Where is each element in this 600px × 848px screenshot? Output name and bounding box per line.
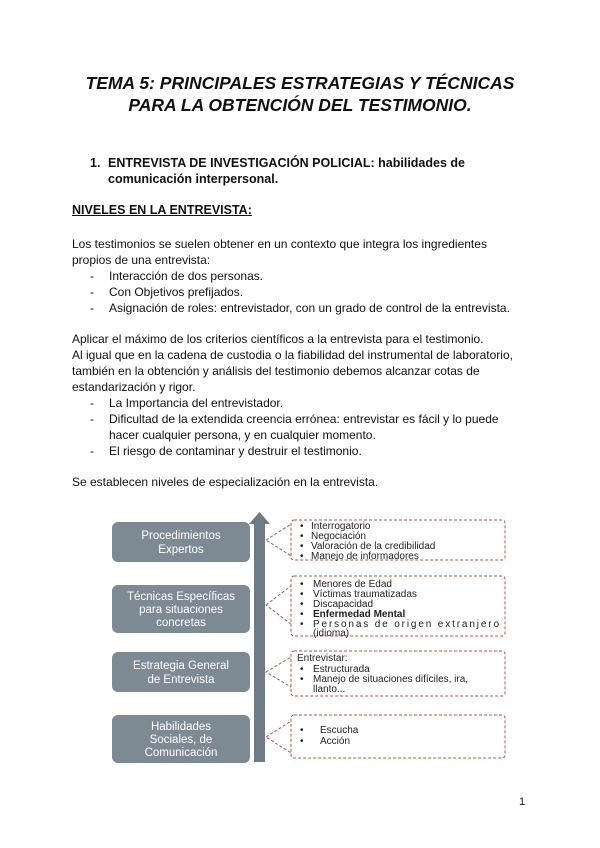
para1-line-2: propios de una entrevista: [72,253,211,267]
bullet-icon: • [300,619,304,630]
detail-item: Personas de origen extranjero [313,619,499,630]
bullet-icon: • [300,589,304,600]
bullet-icon: • [300,664,304,675]
detail-item: Manejo de situaciones difíciles, ira, [313,674,469,685]
level-tecnicas [112,576,505,639]
level-label: Comunicación [144,747,218,759]
level-label: Sociales, de [149,734,213,746]
level-estrategia [112,651,505,696]
list-item: - Con Objetivos prefijados. [72,284,532,300]
level-label: Expertos [158,544,204,556]
detail-item: Víctimas traumatizadas [313,589,417,600]
detail-item: Menores de Edad [313,579,392,590]
list-item: - Asignación de roles: entrevistador, con un grado de control de la entrevista. [72,300,532,316]
list-item: - La Importancia del entrevistador. [72,395,532,411]
bullet-icon: • [300,579,304,590]
detail-item: Negociación [311,531,367,542]
list-item-line: hacer cualquier persona, y en cualquier momento. [109,428,376,442]
bullet-icon: • [300,531,304,542]
level-label: Procedimientos [141,530,221,542]
niveles-colon: : [247,203,252,217]
level-label: de Entrevista [147,674,215,686]
arrow-shaft [254,522,265,762]
detail-item: Estructurada [313,664,370,675]
para1-line-1: Los testimonios se suelen obtener en un contexto que integra los ingredientes [72,237,487,251]
detail-item: Escucha [320,725,359,736]
section-heading-line-1: ENTREVISTA DE INVESTIGACIÓN POLICIAL: habilidades de [108,156,465,170]
arrow-head [249,512,270,524]
level-box [112,522,250,562]
list-item-line: - Dificultad de la extendida creencia errónea: entrevistar es fácil y lo puede [109,412,499,426]
level-procedimientos [112,520,505,562]
bullet-icon: • [300,541,304,552]
detail-heading: Entrevistar: [297,653,348,664]
detail-item: Interrogatorio [311,521,371,532]
niveles-label: NIVELES EN LA ENTREVISTA [72,203,248,217]
section-heading-line-2: comunicación interpersonal. [108,172,279,186]
level-label: concretas [156,617,206,629]
level-box [112,652,250,692]
detail-item: Valoración de la credibilidad [311,541,436,552]
level-label: Estrategia General [133,660,229,672]
bullet-icon: • [300,521,304,532]
bullet-icon: • [300,736,304,747]
level-label: Habilidades [150,721,212,733]
detail-item: Enfermedad Mental [313,609,406,620]
detail-item: llanto... [313,684,346,695]
level-label: Técnicas Específicas [126,591,236,603]
bullet-icon: • [300,725,304,736]
bullet-icon: • [300,551,304,562]
para2-line-1: Aplicar el máximo de los criterios científicos a la entrevista para el testimonio. [72,332,484,346]
up-arrow-icon [249,512,270,762]
level-label: para situaciones [139,604,223,616]
page-number: 1 [519,796,526,808]
bullet-icon: • [300,674,304,685]
para2-line-3: también en la obtención y análisis del testimonio debemos alcanzar cotas de [72,364,480,378]
title-line-1: TEMA 5: PRINCIPALES ESTRATEGIAS Y TÉCNICAS [85,73,515,93]
para2-line-2: Al igual que en la cadena de custodia o la fiabilidad del instrumental de laboratorio, [72,348,513,362]
bullet-icon: • [300,609,304,620]
paragraph-especializacion: Se establecen niveles de especialización en la entrevista. [72,475,379,489]
list-item: - El riesgo de contaminar y destruir el testimonio. [72,443,532,459]
bullet-icon: • [300,599,304,610]
detail-item: Discapacidad [313,599,374,610]
detail-item: (idioma) [313,628,350,639]
section-number: 1. [90,156,101,170]
level-habilidades [112,715,505,763]
title-line-2: PARA LA OBTENCIÓN DEL TESTIMONIO. [128,95,472,115]
detail-item: Manejo de informadores [311,551,419,562]
detail-item: Acción [320,736,351,747]
list-item: - Interacción de dos personas. [72,268,532,284]
para2-line-4: estandarización y rigor. [72,380,196,394]
